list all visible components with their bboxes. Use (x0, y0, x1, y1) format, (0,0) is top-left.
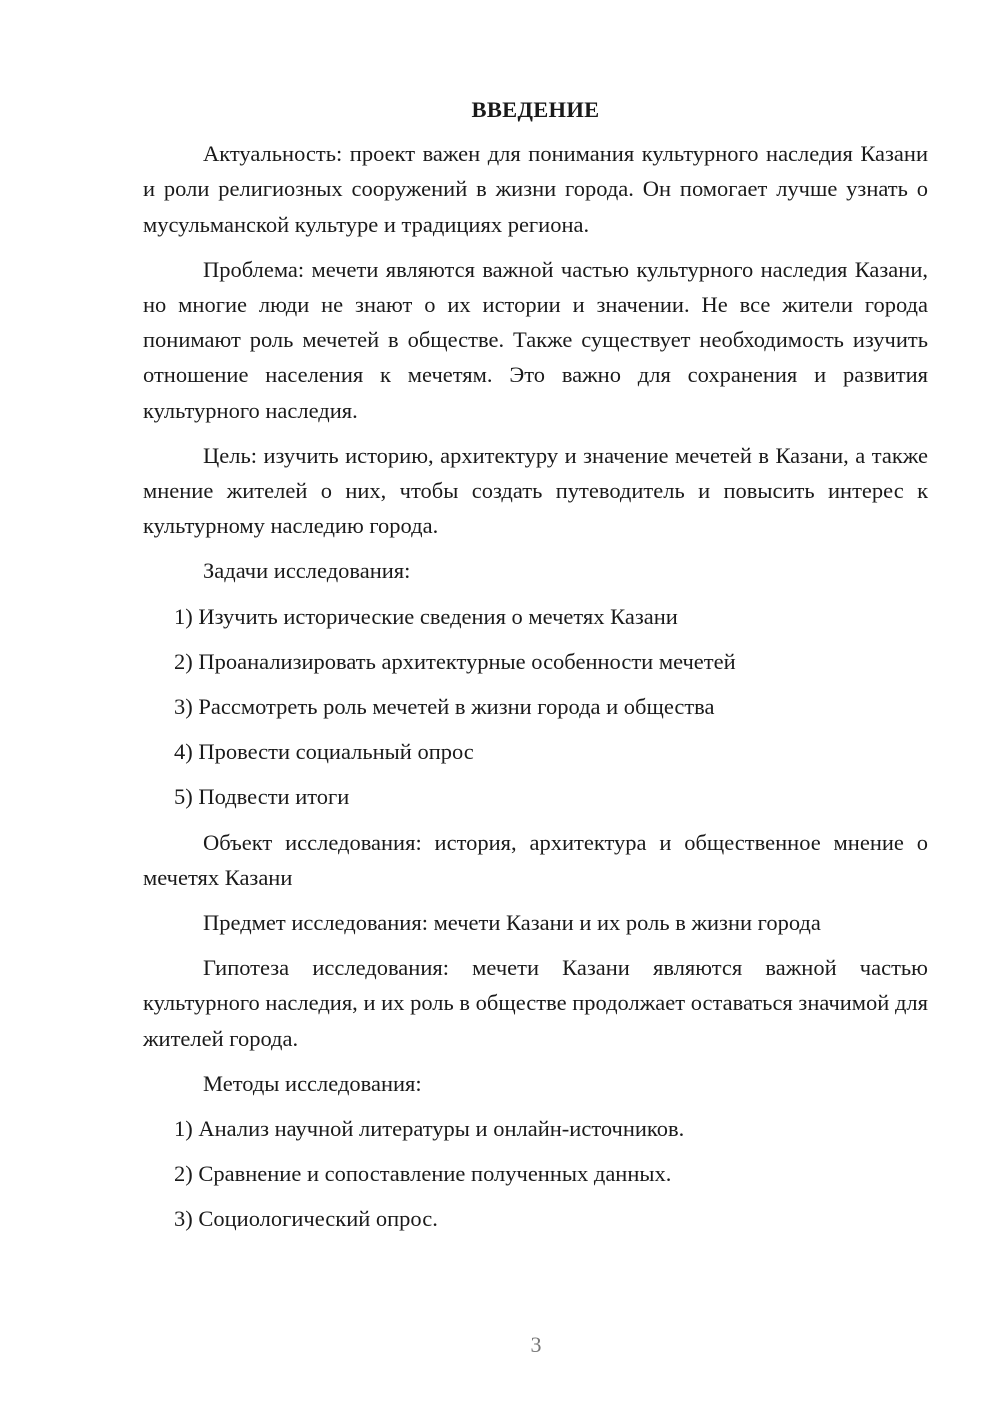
list-item: 2) Проанализировать архитектурные особенности мечетей (174, 648, 736, 674)
tasks-heading: Задачи исследования: (203, 558, 411, 584)
methods-heading: Методы исследования: (203, 1070, 422, 1096)
goal-paragraph: Цель: изучить историю, архитектуру и значение мечетей в Казани, а также мнение жителей о них, чтобы создать путеводитель и повысить интерес к культурному наследию города. (143, 442, 928, 539)
list-item: 1) Анализ научной литературы и онлайн-источников. (174, 1116, 685, 1142)
page-number: 3 (530, 1332, 542, 1357)
methods-list (143, 1111, 928, 1237)
list-item: 5) Подвести итоги (174, 784, 350, 810)
page-title: ВВЕДЕНИЕ (471, 97, 600, 122)
object-paragraph: Объект исследования: история, архитектура и общественное мнение о мечетях Казани (143, 829, 928, 890)
list-item: 2) Сравнение и сопоставление полученных данных. (174, 1161, 672, 1187)
list-item: 3) Социологический опрос. (174, 1206, 438, 1232)
tasks-list (143, 599, 928, 815)
list-item: 4) Провести социальный опрос (174, 739, 474, 765)
problem-paragraph: Проблема: мечети являются важной частью культурного наследия Казани, но многие люди не знают о их истории и значении. Не все жители города понимают роль мечетей в обществе. Также существует необходимость изучить отношение населения к мечетям. Это важно для сохранения и развития культурного наследия. (143, 256, 928, 423)
relevance-paragraph: Актуальность: проект важен для понимания культурного наследия Казани и роли религиозных сооружений в жизни города. Он помогает лучше узнать о мусульманской культуре и традициях региона. (143, 141, 928, 237)
subject-paragraph: Предмет исследования: мечети Казани и их роль в жизни города (203, 910, 821, 936)
hypothesis-paragraph: Гипотеза исследования: мечети Казани являются важной частью культурного наследия, и их роль в обществе продолжает оставаться значимой для жителей города. (143, 955, 928, 1051)
document-body (143, 92, 928, 1247)
list-item: 3) Рассмотреть роль мечетей в жизни города и общества (174, 694, 715, 720)
list-item: 1) Изучить исторические сведения о мечетях Казани (174, 603, 678, 629)
